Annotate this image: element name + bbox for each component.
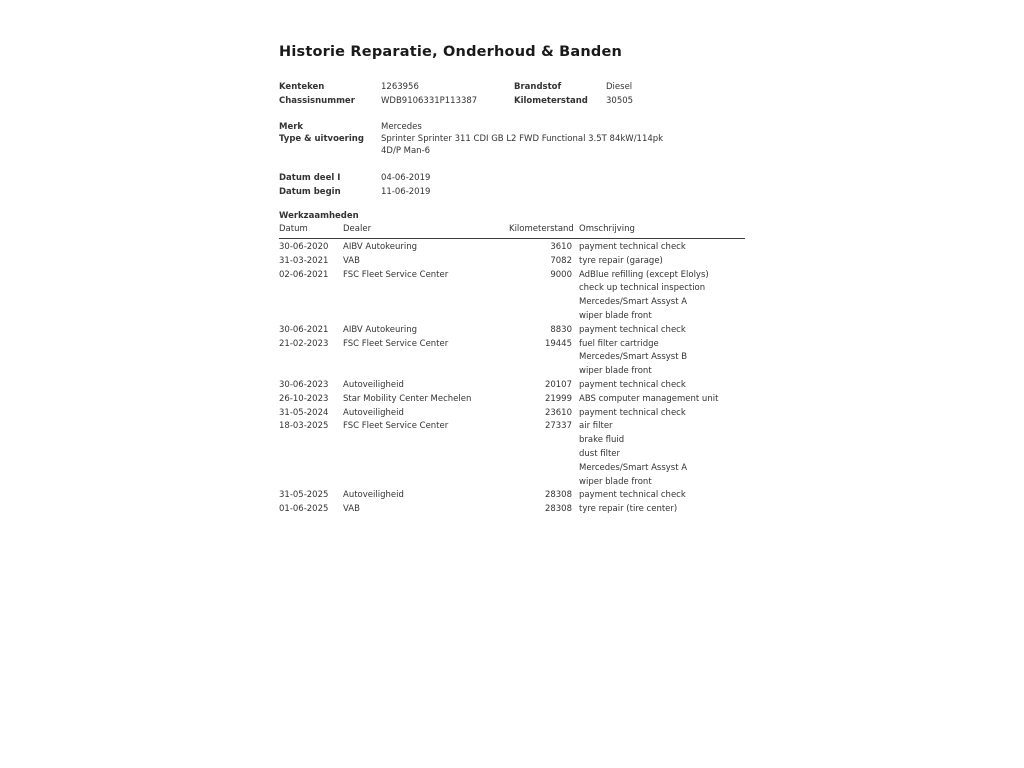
cell-kilometerstand: 28308 (544, 490, 572, 501)
table-body (279, 239, 745, 517)
cell-kilometerstand: 9000 (550, 269, 572, 280)
table-row (279, 420, 745, 489)
cell-dealer: FSC Fleet Service Center (343, 421, 449, 432)
cell-kilometerstand: 8830 (550, 324, 572, 335)
cell-datum: 31-03-2021 (279, 255, 329, 266)
column-header-kilometerstand: Kilometerstand (509, 224, 574, 234)
cell-datum: 31-05-2025 (279, 490, 329, 501)
cell-datum: 01-06-2025 (279, 504, 329, 515)
cell-dealer: Autoveiligheid (343, 490, 404, 501)
omschrijving-line: Mercedes/Smart Assyst A (579, 462, 688, 473)
cell-kilometerstand: 3610 (550, 242, 572, 252)
vehicle-id-section (279, 80, 759, 108)
cell-datum: 02-06-2021 (279, 269, 329, 280)
omschrijving-line: check up technical inspection (579, 283, 706, 294)
cell-omschrijving (579, 379, 745, 393)
table-row (279, 241, 745, 255)
merk-value: Mercedes (381, 122, 422, 132)
page-title: Historie Reparatie, Onderhoud & Banden (279, 44, 623, 60)
type-uitvoering-label: Type & uitvoering (279, 134, 364, 144)
omschrijving-line: payment technical check (579, 379, 686, 390)
cell-dealer: FSC Fleet Service Center (343, 338, 449, 349)
brandstof-value: Diesel (606, 82, 633, 92)
datum-begin-label: Datum begin (279, 187, 341, 197)
omschrijving-line: wiper blade front (579, 476, 652, 487)
cell-dealer: Autoveiligheid (343, 407, 404, 418)
vehicle-type-section (279, 120, 759, 157)
omschrijving-line: dust filter (579, 448, 621, 459)
cell-dealer: AIBV Autokeuring (343, 242, 418, 252)
kenteken-label: Kenteken (279, 82, 325, 92)
table-row (279, 338, 745, 379)
table-row (279, 393, 745, 407)
omschrijving-line: payment technical check (579, 242, 686, 252)
cell-kilometerstand: 28308 (544, 504, 572, 515)
werkzaamheden-table (279, 224, 745, 517)
table-row (279, 255, 745, 269)
cell-kilometerstand: 19445 (544, 338, 572, 349)
column-header-dealer: Dealer (343, 224, 372, 234)
column-header-datum: Datum (279, 224, 308, 234)
cell-omschrijving (579, 393, 745, 407)
cell-datum: 30-06-2020 (279, 242, 329, 252)
cell-omschrijving (579, 407, 745, 421)
cell-datum: 30-06-2021 (279, 324, 329, 335)
cell-omschrijving (579, 269, 745, 324)
cell-kilometerstand: 21999 (544, 393, 572, 404)
merk-label: Merk (279, 122, 304, 132)
cell-datum: 18-03-2025 (279, 421, 329, 432)
omschrijving-line: tyre repair (garage) (579, 255, 663, 266)
cell-omschrijving (579, 255, 745, 269)
type-uitvoering-value: Sprinter Sprinter 311 CDI GB L2 FWD Functional 3.5T 84kW/114pk 4D/P Man-6 (381, 134, 664, 156)
datum-deel-i-label: Datum deel I (279, 173, 341, 183)
cell-dealer: Autoveiligheid (343, 379, 404, 390)
cell-omschrijving (579, 338, 745, 379)
table-row (279, 379, 745, 393)
table-row (279, 269, 745, 324)
cell-kilometerstand: 7082 (550, 255, 572, 266)
cell-omschrijving (579, 324, 745, 338)
cell-dealer: AIBV Autokeuring (343, 324, 418, 335)
cell-kilometerstand: 23610 (544, 407, 572, 418)
table-row (279, 503, 745, 517)
omschrijving-line: wiper blade front (579, 310, 652, 321)
omschrijving-line: air filter (579, 421, 613, 432)
dates-section (279, 171, 759, 199)
cell-datum: 21-02-2023 (279, 338, 329, 349)
cell-omschrijving (579, 503, 745, 517)
chassisnummer-value: WDB9106331P113387 (381, 96, 478, 106)
table-row (279, 407, 745, 421)
cell-datum: 30-06-2023 (279, 379, 329, 390)
cell-datum: 31-05-2024 (279, 407, 329, 418)
cell-dealer: Star Mobility Center Mechelen (343, 393, 472, 404)
report-page (279, 44, 759, 517)
kilometerstand-label: Kilometerstand (514, 96, 588, 106)
table-row (279, 489, 745, 503)
cell-kilometerstand: 20107 (544, 379, 572, 390)
omschrijving-line: Mercedes/Smart Assyst B (579, 352, 688, 363)
werkzaamheden-heading: Werkzaamheden (279, 211, 359, 221)
kilometerstand-value: 30505 (606, 96, 634, 106)
omschrijving-line: payment technical check (579, 324, 686, 335)
omschrijving-line: tyre repair (tire center) (579, 504, 678, 515)
chassisnummer-label: Chassisnummer (279, 96, 355, 106)
datum-deel-i-value: 04-06-2019 (381, 173, 431, 183)
cell-omschrijving (579, 489, 745, 503)
datum-begin-value: 11-06-2019 (381, 187, 431, 197)
cell-dealer: FSC Fleet Service Center (343, 269, 449, 280)
omschrijving-line: brake fluid (579, 435, 625, 446)
omschrijving-line: wiper blade front (579, 366, 652, 377)
cell-omschrijving (579, 241, 745, 255)
cell-dealer: VAB (343, 255, 360, 266)
omschrijving-line: payment technical check (579, 407, 686, 418)
cell-datum: 26-10-2023 (279, 393, 329, 404)
omschrijving-line: AdBlue refilling (except Elolys) (579, 269, 709, 280)
cell-dealer: VAB (343, 504, 360, 515)
table-row (279, 324, 745, 338)
cell-kilometerstand: 27337 (544, 421, 572, 432)
omschrijving-line: payment technical check (579, 490, 686, 501)
brandstof-label: Brandstof (514, 82, 562, 92)
kenteken-value: 1263956 (381, 82, 419, 92)
omschrijving-line: fuel filter cartridge (579, 338, 659, 349)
omschrijving-line: ABS computer management unit (579, 393, 719, 404)
table-header-row (279, 224, 745, 239)
cell-omschrijving (579, 420, 745, 489)
column-header-omschrijving: Omschrijving (579, 224, 635, 234)
omschrijving-line: Mercedes/Smart Assyst A (579, 297, 688, 308)
